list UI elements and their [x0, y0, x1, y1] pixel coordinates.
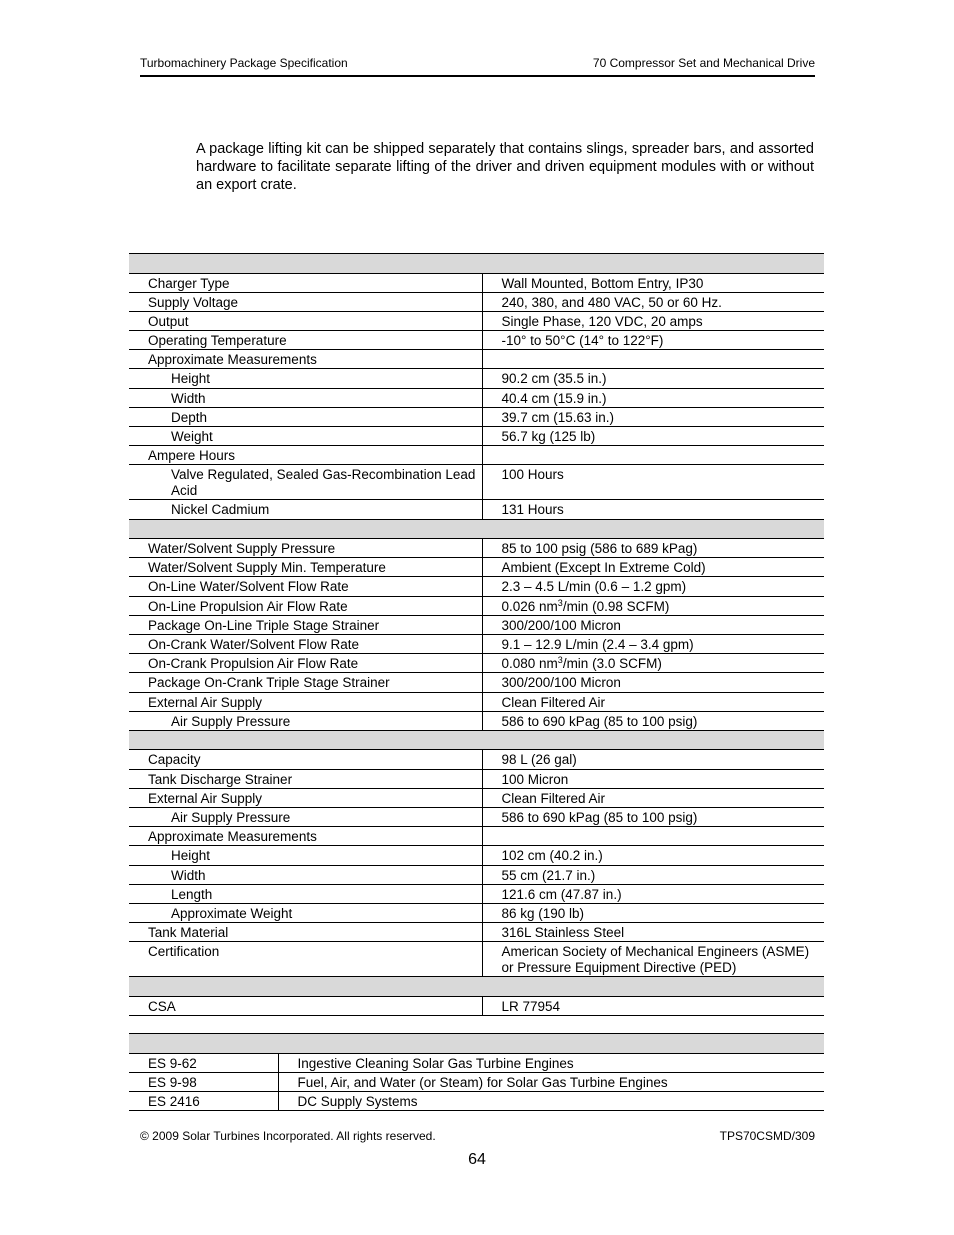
- table-row: ES 9-62 Ingestive Cleaning Solar Gas Turbine Engines: [129, 1053, 824, 1072]
- table-row: Water/Solvent Supply Min. Temperature Ambient (Except In Extreme Cold): [129, 558, 824, 577]
- table-row: Package On-Crank Triple Stage Strainer 300/200/100 Micron: [129, 673, 824, 692]
- copyright: © 2009 Solar Turbines Incorporated. All rights reserved.: [140, 1129, 436, 1143]
- document-code: TPS70CSMD/309: [719, 1129, 815, 1143]
- table-row: Width 40.4 cm (15.9 in.): [129, 388, 824, 407]
- table-row: Weight 56.7 kg (125 lb): [129, 427, 824, 446]
- table-row: Water/Solvent Supply Pressure 85 to 100 psig (586 to 689 kPag): [129, 539, 824, 558]
- table-row: Package On-Line Triple Stage Strainer 300/200/100 Micron: [129, 615, 824, 634]
- table-row: Operating Temperature -10° to 50°C (14° to 122°F): [129, 331, 824, 350]
- page-header: [140, 55, 815, 77]
- page-number: 64: [468, 1151, 486, 1168]
- table-row: External Air Supply Clean Filtered Air: [129, 692, 824, 711]
- table-row: On-Line Water/Solvent Flow Rate 2.3 – 4.5 L/min (0.6 – 1.2 gpm): [129, 577, 824, 596]
- table-row: Depth 39.7 cm (15.63 in.): [129, 407, 824, 426]
- table-row: Air Supply Pressure 586 to 690 kPag (85 to 100 psig): [129, 711, 824, 730]
- table-row: Charger Type Wall Mounted, Bottom Entry, IP30: [129, 273, 824, 292]
- table-row: Approximate Weight 86 kg (190 lb): [129, 903, 824, 922]
- table-row: On-Line Propulsion Air Flow Rate 0.026 $nm^3/\min$ (0.98 SCFM): [129, 596, 824, 615]
- table-row: On-Crank Water/Solvent Flow Rate 9.1 – 12.9 L/min (2.4 – 3.4 gpm): [129, 635, 824, 654]
- table-row: Valve Regulated, Sealed Gas-Recombination Lead Acid 100 Hours: [129, 465, 824, 500]
- table-row: Approximate Measurements: [129, 827, 824, 846]
- table-row: Length 121.6 cm (47.87 in.): [129, 884, 824, 903]
- table-row: On-Crank Propulsion Air Flow Rate 0.080 $nm^3/\min$ (3.0 SCFM): [129, 654, 824, 673]
- table-row: Air Supply Pressure 586 to 690 kPag (85 to 100 psig): [129, 808, 824, 827]
- header-left: Turbomachinery Package Specification: [140, 56, 348, 70]
- section-header: [129, 730, 824, 750]
- table-row: Nickel Cadmium 131 Hours: [129, 500, 824, 519]
- section-header: [129, 254, 824, 274]
- table-row: External Air Supply Clean Filtered Air: [129, 788, 824, 807]
- superscript-value: 0.080 $nm^3/\min$ (3.0 SCFM): [482, 654, 824, 673]
- table-row: Certification American Society of Mechanical Engineers (ASME) or Pressure Equipment Directive (PED): [129, 942, 824, 977]
- table-row: Approximate Measurements: [129, 350, 824, 369]
- table-row: Supply Voltage 240, 380, and 480 VAC, 50 or 60 Hz.: [129, 292, 824, 311]
- table-row: Height 90.2 cm (35.5 in.): [129, 369, 824, 388]
- superscript-value: 0.026 $nm^3/\min$ (0.98 SCFM): [482, 596, 824, 615]
- table-row: Capacity 98 L (26 gal): [129, 750, 824, 769]
- table-row: Output Single Phase, 120 VDC, 20 amps: [129, 311, 824, 330]
- table-row: Tank Material 316L Stainless Steel: [129, 923, 824, 942]
- table-row: ES 2416 DC Supply Systems: [129, 1091, 824, 1110]
- specs-table: [129, 1033, 824, 1111]
- table-row: Height 102 cm (40.2 in.): [129, 846, 824, 865]
- lifting-kit-paragraph: A package lifting kit can be shipped separately that contains slings, spreader bars, and assorted hardware to facilitate separate lifting of the driver and driven equipment modules with or without an export crate.: [196, 141, 814, 193]
- table-row: Tank Discharge Strainer 100 Micron: [129, 769, 824, 788]
- section-header: [129, 977, 824, 997]
- table-row: ES 9-98 Fuel, Air, and Water (or Steam) for Solar Gas Turbine Engines: [129, 1072, 824, 1091]
- table-row: Ampere Hours: [129, 446, 824, 465]
- table-row: Width 55 cm (21.7 in.): [129, 865, 824, 884]
- section-header: [129, 519, 824, 539]
- header-right: 70 Compressor Set and Mechanical Drive: [592, 56, 815, 70]
- table-row: CSA LR 77954: [129, 996, 824, 1015]
- section-header: [129, 1034, 824, 1054]
- spec-table: [129, 253, 824, 1016]
